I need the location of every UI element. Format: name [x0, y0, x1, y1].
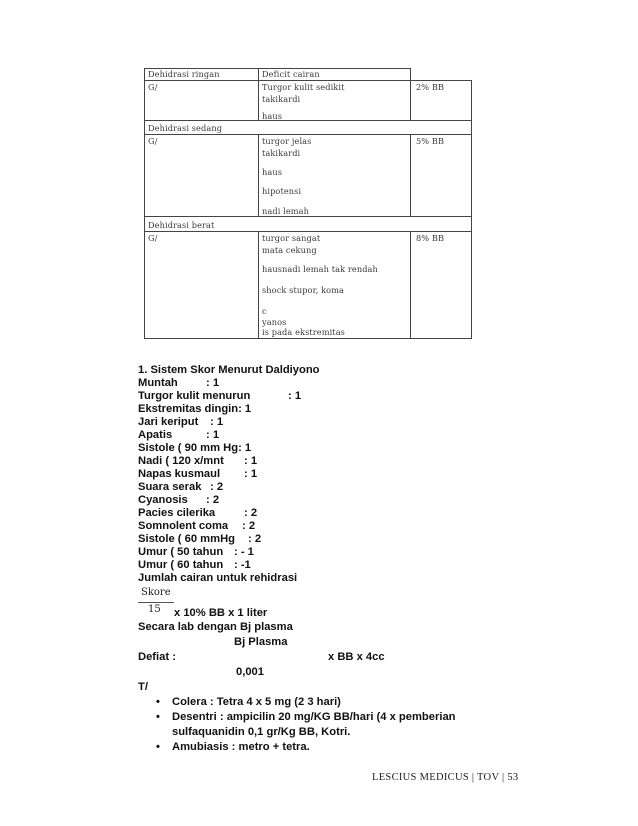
score-row: [138, 416, 224, 429]
score-value: : 2: [242, 520, 256, 532]
score-row: [138, 507, 258, 520]
score-label: Umur ( 60 tahun: [138, 559, 224, 571]
score-row: [138, 468, 258, 481]
sedang-symptom: nadi lemah: [262, 206, 309, 216]
score-value: : 2: [244, 507, 258, 519]
fraction-bar: [138, 602, 174, 603]
page-footer: LESCIUS MEDICUS | TOV | 53: [372, 772, 519, 783]
berat-symptom: yanos: [262, 317, 287, 327]
sedang-percent: 5% BB: [416, 136, 445, 146]
score-label: Napas kusmaul: [138, 468, 221, 480]
score-value: : 1: [206, 377, 220, 389]
score-row: [138, 481, 224, 494]
score-label: Muntah: [138, 377, 178, 389]
score-value: : 1: [210, 416, 224, 428]
bullet-icon: •: [156, 711, 160, 723]
score-row: [138, 546, 254, 559]
score-row: [138, 520, 256, 533]
berat-title: Dehidrasi berat: [148, 220, 215, 230]
score-value: : 1: [206, 429, 220, 441]
score-value: : - 1: [234, 546, 254, 558]
score-row: [138, 377, 220, 390]
sedang-title: Dehidrasi sedang: [148, 123, 223, 133]
score-row: [138, 429, 220, 442]
defiat-formula: x BB x 4cc: [328, 651, 385, 663]
ringan-symptom: takikardi: [262, 94, 301, 104]
score-label: Sistole ( 60 mmHg: [138, 533, 235, 545]
score-value: : 2: [210, 481, 224, 493]
berat-g: G/: [148, 233, 158, 243]
formula-line: x 10% BB x 1 liter: [174, 607, 268, 619]
lab-line: Secara lab dengan Bj plasma: [138, 621, 293, 633]
score-label: Apatis: [138, 429, 173, 441]
score-value: : 2: [206, 494, 220, 506]
score-row: [138, 390, 302, 403]
score-label: Umur ( 50 tahun: [138, 546, 224, 558]
score-value: : 2: [248, 533, 262, 545]
jumlah-line: Jumlah cairan untuk rehidrasi: [138, 572, 298, 584]
score-value: : 1: [288, 390, 302, 402]
score-value: : 1: [244, 455, 258, 467]
score-label: Turgor kulit menurun: [138, 390, 251, 402]
divisor: 0,001: [236, 666, 264, 678]
score-row: [138, 455, 258, 468]
berat-symptom: c: [262, 306, 267, 316]
score-row: [138, 494, 220, 507]
ringan-symptom: haus: [262, 111, 283, 121]
sedang-g: G/: [148, 136, 158, 146]
skore-denominator: 15: [148, 604, 161, 615]
score-row: [138, 403, 251, 416]
score-label: Pacies cilerika: [138, 507, 216, 519]
score-label: Ekstremitas dingin: [138, 403, 239, 415]
berat-percent: 8% BB: [416, 233, 445, 243]
score-value: : 1: [244, 468, 258, 480]
score-row: [138, 559, 251, 572]
sedang-symptom: haus: [262, 167, 283, 177]
berat-symptom: hausnadi lemah tak rendah: [262, 264, 378, 274]
skore-label: Skore: [141, 587, 171, 598]
score-value: : -1: [234, 559, 251, 571]
score-label: Nadi ( 120 x/mnt: [138, 455, 224, 467]
score-label: Sistole ( 90 mm Hg: [138, 442, 239, 454]
bj-plasma: Bj Plasma: [234, 636, 288, 648]
bullet-icon: •: [156, 741, 160, 753]
deficit-header: Deficit cairan: [262, 69, 320, 79]
sedang-symptom: hipotensi: [262, 186, 302, 196]
ringan-title: Dehidrasi ringan: [148, 69, 220, 79]
berat-symptom: is pada ekstremitas: [262, 327, 345, 337]
sedang-symptom: takikardi: [262, 148, 301, 158]
score-value: : 1: [238, 442, 252, 454]
ringan-g: G/: [148, 82, 158, 92]
score-row: [138, 533, 262, 546]
score-value: : 1: [238, 403, 252, 415]
score-row: [138, 442, 251, 455]
sedang-symptom: turgor jelas: [262, 136, 312, 146]
score-label: Somnolent coma: [138, 520, 229, 532]
score-label: Jari keriput: [138, 416, 199, 428]
section-heading: 1. Sistem Skor Menurut Daldiyono: [138, 364, 320, 376]
therapy-label: T/: [138, 681, 148, 693]
berat-symptom: turgor sangat: [262, 233, 321, 243]
ringan-percent: 2% BB: [416, 82, 445, 92]
bullet-icon: •: [156, 696, 160, 708]
defiat-label: Defiat :: [138, 651, 176, 663]
berat-symptom: shock stupor, koma: [262, 285, 345, 295]
score-label: Cyanosis: [138, 494, 188, 506]
ringan-symptom: Turgor kulit sedikit: [262, 82, 345, 92]
score-label: Suara serak: [138, 481, 202, 493]
berat-symptom: mata cekung: [262, 245, 317, 255]
document-page: Dehidrasi ringan Deficit cairan G/ Turgor kulit sedikit takikardi haus 2% BB Dehidrasi sedang G/ turgor jelas takikardi haus hipotensi nadi lemah 5% BB Dehidrasi berat G/ turgor sangat mata cekung hausnadi lemah tak rendah shock stupor, koma c yanos is pada ekstremitas 8% BB 1. Sistem Skor Menurut Daldiyono Muntah : 1 Turgor kulit menurun : 1 Ekstremitas dingin: 1 Jari keriput : 1 Apatis : 1 Sistole ( 90 mm Hg: 1 Nadi ( 120 x/mnt : 1 Napas kusmaul : 1 Suara serak : 2 Cyanosis : 2 Pacies cilerika : 2 Somnolent coma : 2 Sistole ( 60 mmHg : 2 Umur ( 50 tahun : - 1 Umur ( 60 tahun : -1 Jumlah cairan untuk rehidrasi Skore 15 x 10% BB x 1 liter Secara lab dengan Bj plasma Bj Plasma Defiat : x BB x 4cc 0,001 T/ • Colera : Tetra 4 x 5 mg (2 3 hari) • Desentri : ampicilin 20 mg/KG BB/hari (4 x pemberian sulfaquanidin 0,1 gr/Kg BB, Kotri. • Amubiasis : metro + tetra. LESCIUS MEDICUS | TOV | 53: [0, 0, 638, 826]
